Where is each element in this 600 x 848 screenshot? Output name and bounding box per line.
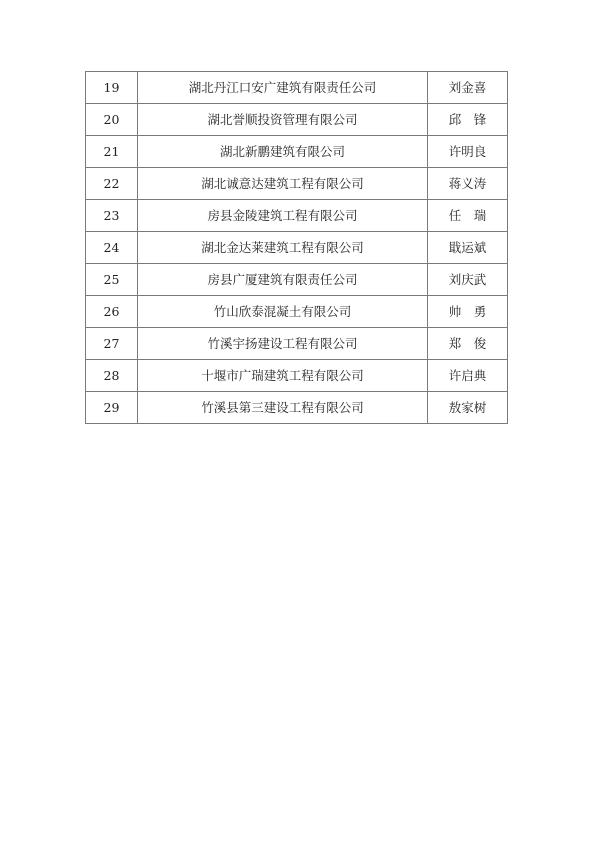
row-number: 25 xyxy=(86,264,138,296)
company-name: 竹溪县第三建设工程有限公司 xyxy=(138,392,428,424)
company-name: 湖北新鹏建筑有限公司 xyxy=(138,136,428,168)
company-table xyxy=(85,71,508,424)
person-name: 帅 勇 xyxy=(428,296,508,328)
table-row xyxy=(86,296,508,328)
person-name: 刘庆武 xyxy=(428,264,508,296)
row-number: 21 xyxy=(86,136,138,168)
person-name: 刘金喜 xyxy=(428,72,508,104)
row-number: 24 xyxy=(86,232,138,264)
person-name: 蒋义涛 xyxy=(428,168,508,200)
table-row xyxy=(86,200,508,232)
table-row xyxy=(86,360,508,392)
company-table-body xyxy=(86,72,508,424)
person-name: 邱 锋 xyxy=(428,104,508,136)
person-name: 任 瑞 xyxy=(428,200,508,232)
table-row xyxy=(86,232,508,264)
table-row xyxy=(86,264,508,296)
table-row xyxy=(86,392,508,424)
person-name: 戢运斌 xyxy=(428,232,508,264)
person-name: 敖家树 xyxy=(428,392,508,424)
person-name: 许明良 xyxy=(428,136,508,168)
person-name: 许启典 xyxy=(428,360,508,392)
row-number: 27 xyxy=(86,328,138,360)
company-name: 十堰市广瑞建筑工程有限公司 xyxy=(138,360,428,392)
company-name: 湖北丹江口安广建筑有限责任公司 xyxy=(138,72,428,104)
person-name: 郑 俊 xyxy=(428,328,508,360)
row-number: 29 xyxy=(86,392,138,424)
company-name: 湖北誉顺投资管理有限公司 xyxy=(138,104,428,136)
company-name: 竹山欣泰混凝土有限公司 xyxy=(138,296,428,328)
row-number: 28 xyxy=(86,360,138,392)
row-number: 23 xyxy=(86,200,138,232)
table-row xyxy=(86,72,508,104)
company-name: 湖北金达莱建筑工程有限公司 xyxy=(138,232,428,264)
table-row xyxy=(86,328,508,360)
company-name: 房县金陵建筑工程有限公司 xyxy=(138,200,428,232)
company-name: 湖北诚意达建筑工程有限公司 xyxy=(138,168,428,200)
table-row xyxy=(86,104,508,136)
row-number: 22 xyxy=(86,168,138,200)
row-number: 20 xyxy=(86,104,138,136)
row-number: 19 xyxy=(86,72,138,104)
table-row xyxy=(86,168,508,200)
row-number: 26 xyxy=(86,296,138,328)
company-name: 竹溪宇扬建设工程有限公司 xyxy=(138,328,428,360)
table-row xyxy=(86,136,508,168)
company-name: 房县广厦建筑有限责任公司 xyxy=(138,264,428,296)
